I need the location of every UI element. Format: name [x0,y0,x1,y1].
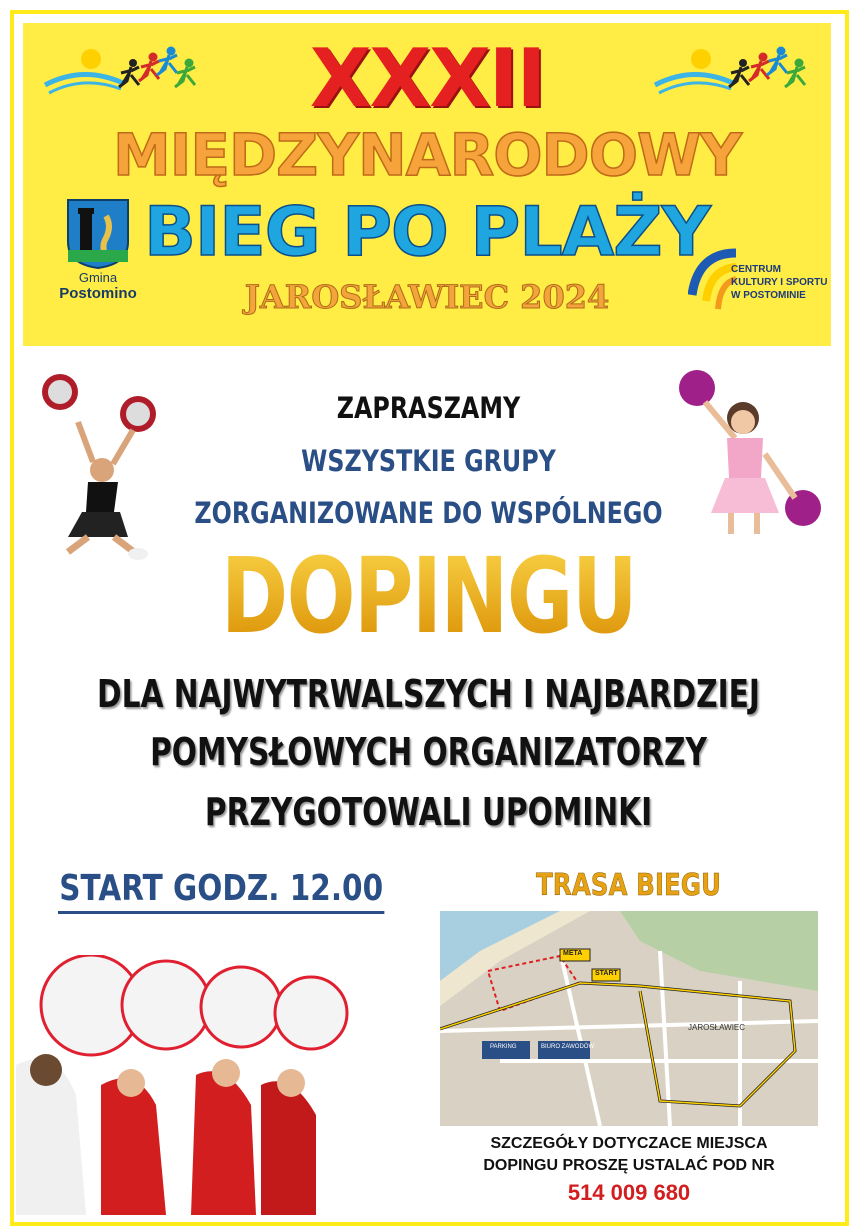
doping-headline: DOPINGU [94,535,762,657]
map-start-label: START [595,970,618,977]
header-banner [23,23,831,346]
edition-title: XXXII [309,32,545,125]
coat-of-arms-icon [66,198,130,270]
contact-info [440,1133,818,1177]
cheer-squad-image [16,955,351,1215]
prize-line-3: PRZYGOTOWALI UPOMINKI [204,790,653,834]
route-heading: TRASA BIEGU [536,868,721,903]
prize-line-1: DLA NAJWYTRWALSZYCH I NAJBARDZIEJ [97,672,760,716]
centrum-logo [688,245,828,325]
centrum-line-3: W POSTOMINIE [731,290,806,301]
map-town-label: JAROSŁAWIEC [688,1023,746,1032]
gmina-label: Gmina [78,270,118,285]
contact-line-1: SZCZEGÓŁY DOTYCZACE MIEJSCA [490,1135,768,1152]
gmina-name: Postomino [59,285,137,302]
prize-line-2: POMYSŁOWYCH ORGANIZATORZY [150,730,707,774]
title-line-2: BIEG PO PLAŻY [144,193,710,272]
title-line-1: MIĘDZYNARODOWY [113,121,741,189]
title-line-3: JAROSŁAWIEC 2024 [244,278,610,316]
contact-phone: 514 009 680 [567,1180,691,1205]
invite-heading: ZAPRASZAMY [336,391,521,425]
invite-line-3: ZORGANIZOWANE DO WSPÓLNEGO [194,496,663,530]
invite-line-2: WSZYSTKIE GRUPY [301,444,556,478]
map-meta-label: META [563,950,583,957]
gmina-logo [53,198,143,302]
route-map [440,911,818,1126]
map-office-label: BIURO ZAWODÓW [541,1044,595,1050]
start-time: START GODZ. 12.00 [58,868,384,914]
centrum-line-1: CENTRUM [731,264,781,275]
contact-line-2: DOPINGU PROSZĘ USTALAĆ POD NR [483,1157,775,1174]
centrum-line-2: KULTURY I SPORTU [731,277,828,288]
map-parking-label: PARKING [490,1044,517,1050]
